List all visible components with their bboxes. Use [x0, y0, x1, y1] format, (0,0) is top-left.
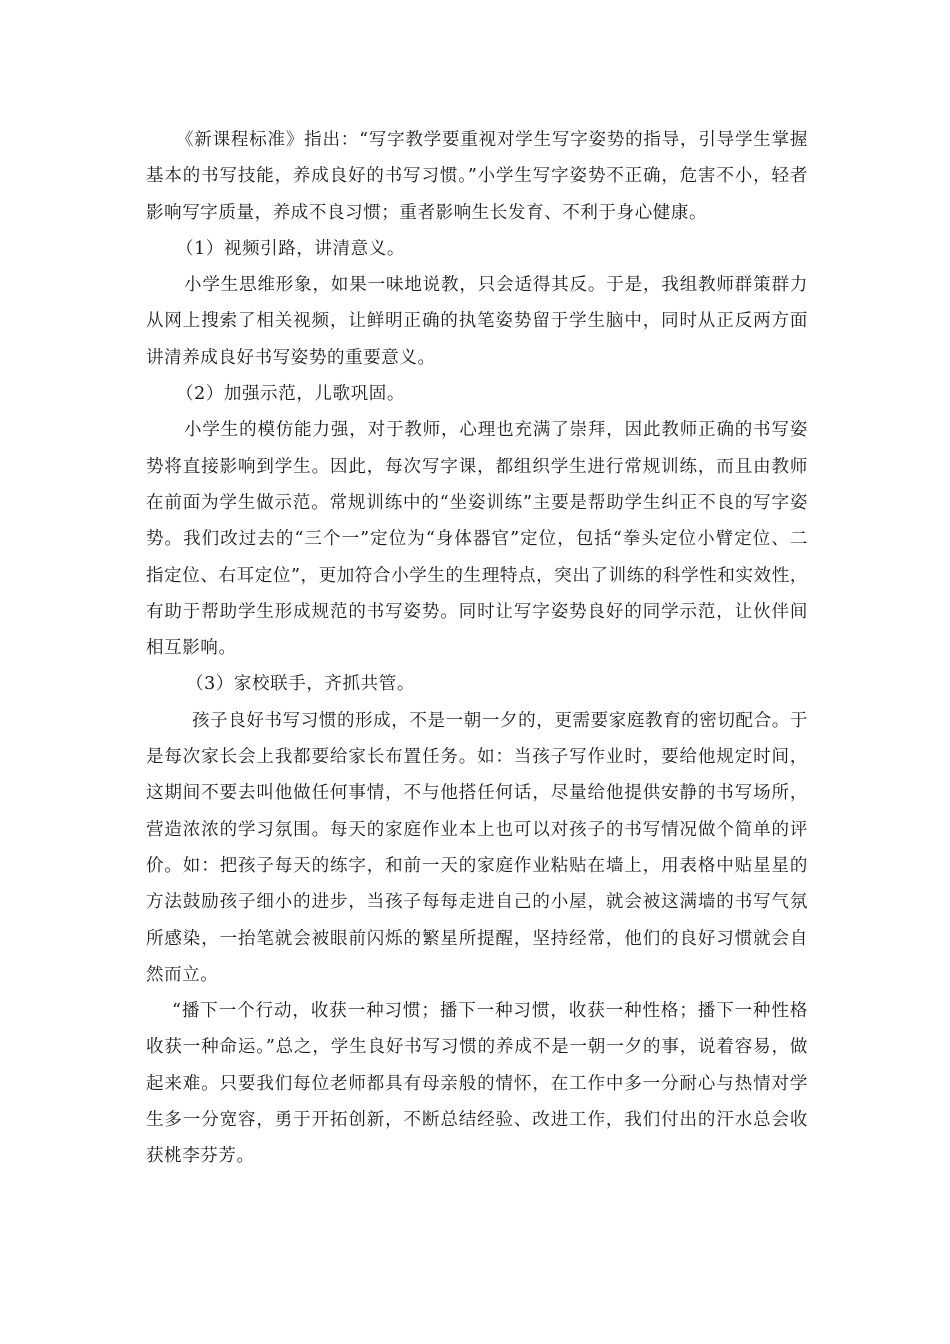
- section-heading-2: （2）加强示范，儿歌巩固。: [176, 384, 405, 405]
- conclusion-paragraph: “播下一个行动，收获一种习惯；播下一种习惯，收获一种性格；播下一种性格收获一种命运。”总之，学生良好书写习惯的养成不是一朝一夕的事，说着容易，做起来难。只要我们每位老师都具有母亲般的情怀，在工作中多一分耐心与热情对学生多一分宽容，勇于开拓创新，不断总结经验、改进工作，我们付出的汗水总会收获桃李芬芳。: [146, 1001, 808, 1167]
- section-body-2: 小学生的模仿能力强，对于教师，心理也充满了崇拜，因此教师正确的书写姿势将直接影响到学生。因此，每次写字课，都组织学生进行常规训练，而且由教师在前面为学生做示范。常规训练中的“坐姿训练”主要是帮助学生纠正不良的写字姿势。我们改过去的“三个一”定位为“身体器官”定位，包括“拳头定位小臂定位、二指定位、右耳定位”，更加符合小学生的生理特点，突出了训练的科学性和实效性，有助于帮助学生形成规范的书写姿势。同时让写字姿势良好的同学示范，让伙伴间相互影响。: [146, 420, 808, 659]
- document-body: [146, 122, 808, 1175]
- section-heading-3: （3）家校联手，齐抓共管。: [186, 674, 415, 695]
- section-heading-1: （1）视频引路，讲清意义。: [176, 238, 405, 259]
- intro-paragraph: 《新课程标准》指出：“写字教学要重视对学生写字姿势的指导，引导学生掌握基本的书写技能，养成良好的书写习惯。”小学生写字姿势不正确，危害不小，轻者影响写字质量，养成不良习惯；重者影响生长发育、不利于身心健康。: [146, 130, 808, 223]
- section-body-1: 小学生思维形象，如果一味地说教，只会适得其反。于是，我组教师群策群力从网上搜索了相关视频，让鲜明正确的执笔姿势留于学生脑中，同时从正反两方面讲清养成良好书写姿势的重要意义。: [146, 275, 808, 368]
- section-body-3: 孩子良好书写习惯的形成，不是一朝一夕的，更需要家庭教育的密切配合。于是每次家长会上我都要给家长布置任务。如：当孩子写作业时，要给他规定时间，这期间不要去叫他做任何事情，不与他搭任何话，尽量给他提供安静的书写场所，营造浓浓的学习氛围。每天的家庭作业本上也可以对孩子的书写情况做个简单的评价。如：把孩子每天的练字，和前一天的家庭作业粘贴在墙上，用表格中贴星星的方法鼓励孩子细小的进步，当孩子每每走进自己的小屋，就会被这满墙的书写气氛所感染，一抬笔就会被眼前闪烁的繁星所提醒，坚持经常，他们的良好习惯就会自然而立。: [146, 710, 808, 985]
